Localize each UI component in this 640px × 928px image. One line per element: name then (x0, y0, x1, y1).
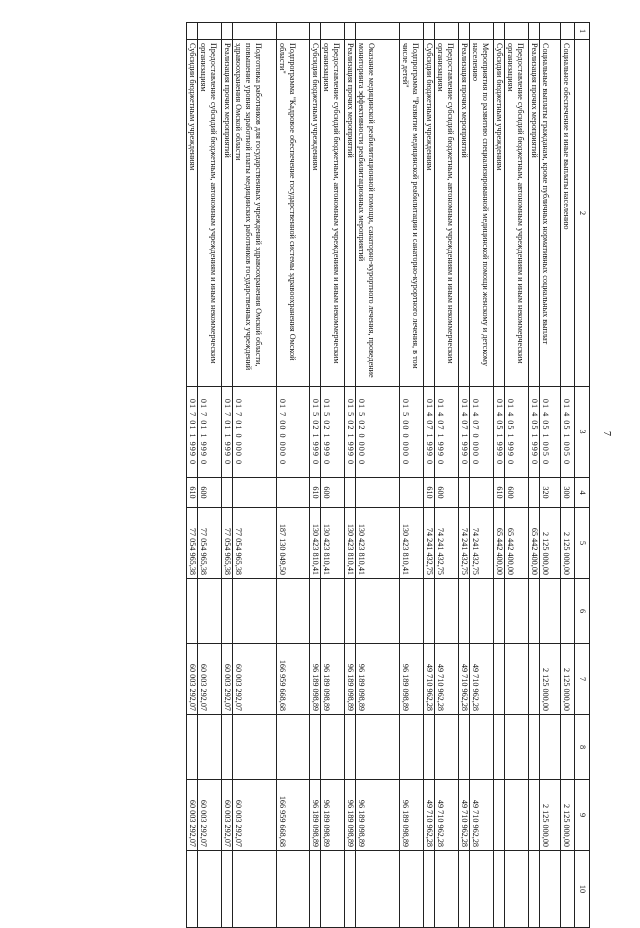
kvr-cell (345, 478, 356, 508)
value-col9-cell: 96 189 098,89 (356, 780, 400, 851)
value-col7-cell: 96 189 098,89 (321, 644, 345, 715)
row-number-cell (277, 23, 310, 40)
value-col9-cell (529, 780, 540, 851)
header-row (575, 23, 590, 928)
kvr-cell (277, 478, 310, 508)
code-cell: 01 4 07 1 999 0 (435, 387, 459, 478)
value-col6-cell (321, 579, 345, 644)
row-number-cell (233, 23, 277, 40)
value-col5-cell: 74 241 432,75 (424, 508, 435, 579)
value-col6-cell (561, 579, 575, 644)
value-col6-cell (459, 579, 470, 644)
kvr-cell (459, 478, 470, 508)
kvr-cell (233, 478, 277, 508)
value-col5-cell: 77 054 965,38 (233, 508, 277, 579)
name-cell: Субсидии бюджетным учреждениям (187, 40, 198, 387)
value-col10-cell (470, 851, 494, 928)
value-col7-cell: 2 125 000,00 (561, 644, 575, 715)
value-col8-cell (222, 715, 233, 780)
value-col5-cell: 77 054 965,38 (187, 508, 198, 579)
value-col6-cell (470, 579, 494, 644)
row-number-cell (222, 23, 233, 40)
row-number-cell (561, 23, 575, 40)
row-number-cell (529, 23, 540, 40)
name-cell: Подпрограмма "Развитие медицинской реабилитации и санаторно-курортного лечения, в том числе детей" (400, 40, 424, 387)
kvr-cell: 610 (187, 478, 198, 508)
code-cell: 01 7 00 0 000 0 (277, 387, 310, 478)
kvr-cell (529, 478, 540, 508)
table-row (400, 23, 424, 928)
value-col8-cell (187, 715, 198, 780)
value-col7-cell: 96 189 098,89 (310, 644, 321, 715)
value-col8-cell (400, 715, 424, 780)
value-col5-cell: 65 442 400,00 (529, 508, 540, 579)
table-row (494, 23, 505, 928)
code-cell: 01 5 02 1 999 0 (310, 387, 321, 478)
value-col6-cell (310, 579, 321, 644)
value-col9-cell: 60 003 292,07 (222, 780, 233, 851)
table-row (561, 23, 575, 928)
value-col6-cell (400, 579, 424, 644)
table-body (187, 23, 575, 928)
row-number-cell (321, 23, 345, 40)
value-col10-cell (435, 851, 459, 928)
value-col8-cell (459, 715, 470, 780)
header-cell: 7 (575, 644, 590, 715)
value-col7-cell: 60 003 292,07 (233, 644, 277, 715)
value-col6-cell (277, 579, 310, 644)
value-col6-cell (345, 579, 356, 644)
code-cell: 01 4 05 1 005 0 (561, 387, 575, 478)
value-col5-cell: 130 423 810,41 (400, 508, 424, 579)
row-number-cell (198, 23, 222, 40)
value-col9-cell: 49 710 962,28 (424, 780, 435, 851)
row-number-cell (505, 23, 529, 40)
name-cell: Мероприятия по развитию специализированной медицинской помощи женскому и детскому населению (470, 40, 494, 387)
value-col8-cell (310, 715, 321, 780)
value-col9-cell: 96 189 098,89 (310, 780, 321, 851)
kvr-cell: 300 (561, 478, 575, 508)
code-cell: 01 4 07 0 000 0 (470, 387, 494, 478)
page-number: 7 (601, 431, 612, 436)
kvr-cell (222, 478, 233, 508)
code-cell: 01 4 07 1 999 0 (424, 387, 435, 478)
value-col5-cell: 65 442 400,00 (505, 508, 529, 579)
header-cell: 4 (575, 478, 590, 508)
value-col10-cell (494, 851, 505, 928)
value-col7-cell: 96 189 098,89 (400, 644, 424, 715)
value-col5-cell: 130 423 810,41 (345, 508, 356, 579)
value-col10-cell (233, 851, 277, 928)
name-cell: Реализация прочих мероприятий (222, 40, 233, 387)
value-col5-cell: 130 423 810,41 (310, 508, 321, 579)
value-col8-cell (540, 715, 561, 780)
value-col6-cell (198, 579, 222, 644)
value-col5-cell: 65 442 400,00 (494, 508, 505, 579)
code-cell: 01 7 01 1 999 0 (222, 387, 233, 478)
value-col8-cell (494, 715, 505, 780)
value-col8-cell (505, 715, 529, 780)
value-col9-cell: 60 003 292,07 (187, 780, 198, 851)
value-col7-cell (505, 644, 529, 715)
name-cell: Подпрограмма "Кадровое обеспечение государственной системы здравоохранения Омской области" (277, 40, 310, 387)
value-col10-cell (345, 851, 356, 928)
table-row (459, 23, 470, 928)
table-row (187, 23, 198, 928)
code-cell: 01 7 01 0 000 0 (233, 387, 277, 478)
value-col5-cell: 74 241 432,75 (435, 508, 459, 579)
value-col8-cell (233, 715, 277, 780)
value-col5-cell: 77 054 965,38 (198, 508, 222, 579)
row-number-cell (187, 23, 198, 40)
name-cell: Социальное обеспечение и иные выплаты населению (561, 40, 575, 387)
value-col9-cell: 2 125 000,00 (561, 780, 575, 851)
name-cell: Предоставление субсидий бюджетным, автономным учреждениям и иным некоммерческим организациям (505, 40, 529, 387)
name-cell: Предоставление субсидий бюджетным, автономным учреждениям и иным некоммерческим организациям (198, 40, 222, 387)
value-col7-cell: 96 189 098,89 (345, 644, 356, 715)
value-col6-cell (233, 579, 277, 644)
name-cell: Субсидии бюджетным учреждениям (310, 40, 321, 387)
table-row (505, 23, 529, 928)
value-col9-cell: 96 189 098,89 (345, 780, 356, 851)
code-cell: 01 4 05 1 005 0 (540, 387, 561, 478)
code-cell: 01 4 05 1 999 0 (529, 387, 540, 478)
name-cell: Реализация прочих мероприятий (345, 40, 356, 387)
name-cell: Подготовка работников для государственных учреждений здравоохранения Омской области, повышение уровня заработной платы медицинских работников государственных учреждений здравоохранения Омской области (233, 40, 277, 387)
name-cell: Предоставление субсидий бюджетным, автономным учреждениям и иным некоммерческим организациям (435, 40, 459, 387)
value-col8-cell (561, 715, 575, 780)
header-cell: 1 (575, 23, 590, 40)
header-cell: 8 (575, 715, 590, 780)
value-col7-cell: 96 189 098,89 (356, 644, 400, 715)
kvr-cell: 610 (424, 478, 435, 508)
value-col7-cell: 166 959 668,68 (277, 644, 310, 715)
value-col8-cell (345, 715, 356, 780)
value-col6-cell (222, 579, 233, 644)
code-cell: 01 5 00 0 000 0 (400, 387, 424, 478)
value-col10-cell (561, 851, 575, 928)
name-cell: Предоставление субсидий бюджетным, автономным учреждениям и иным некоммерческим организациям (321, 40, 345, 387)
value-col6-cell (529, 579, 540, 644)
table-row (198, 23, 222, 928)
row-number-cell (494, 23, 505, 40)
value-col8-cell (321, 715, 345, 780)
value-col10-cell (459, 851, 470, 928)
value-col9-cell: 166 959 668,68 (277, 780, 310, 851)
kvr-cell (356, 478, 400, 508)
value-col8-cell (424, 715, 435, 780)
value-col6-cell (356, 579, 400, 644)
value-col7-cell: 60 003 292,07 (187, 644, 198, 715)
budget-table-rotated (40, 22, 590, 899)
code-cell: 01 7 01 1 999 0 (187, 387, 198, 478)
name-cell: Оказание медицинской реабилитационной помощи, санаторно-курортного лечения, проведение мониторинга эффективности реабилитационных мероприятий (356, 40, 400, 387)
row-number-cell (470, 23, 494, 40)
value-col9-cell: 49 710 962,28 (470, 780, 494, 851)
kvr-cell (470, 478, 494, 508)
row-number-cell (400, 23, 424, 40)
value-col9-cell: 96 189 098,89 (321, 780, 345, 851)
value-col10-cell (505, 851, 529, 928)
name-cell: Субсидии бюджетным учреждениям (424, 40, 435, 387)
code-cell: 01 4 07 1 999 0 (459, 387, 470, 478)
value-col5-cell: 130 423 810,41 (321, 508, 345, 579)
row-number-cell (345, 23, 356, 40)
value-col10-cell (356, 851, 400, 928)
row-number-cell (540, 23, 561, 40)
value-col9-cell: 49 710 962,28 (435, 780, 459, 851)
value-col10-cell (277, 851, 310, 928)
header-cell: 3 (575, 387, 590, 478)
value-col10-cell (187, 851, 198, 928)
code-cell: 01 4 05 1 999 0 (494, 387, 505, 478)
value-col9-cell (494, 780, 505, 851)
value-col7-cell (494, 644, 505, 715)
budget-table (186, 22, 590, 928)
row-number-cell (435, 23, 459, 40)
value-col9-cell: 96 189 098,89 (400, 780, 424, 851)
kvr-cell (400, 478, 424, 508)
value-col6-cell (187, 579, 198, 644)
table-row (277, 23, 310, 928)
code-cell: 01 7 01 1 999 0 (198, 387, 222, 478)
value-col5-cell: 130 423 810,41 (356, 508, 400, 579)
value-col8-cell (529, 715, 540, 780)
table-row (222, 23, 233, 928)
value-col5-cell: 77 054 965,38 (222, 508, 233, 579)
value-col8-cell (277, 715, 310, 780)
value-col7-cell: 49 710 962,28 (459, 644, 470, 715)
value-col8-cell (198, 715, 222, 780)
value-col6-cell (540, 579, 561, 644)
value-col10-cell (321, 851, 345, 928)
header-cell: 2 (575, 40, 590, 387)
value-col9-cell (505, 780, 529, 851)
value-col8-cell (356, 715, 400, 780)
value-col9-cell: 49 710 962,28 (459, 780, 470, 851)
header-cell: 9 (575, 780, 590, 851)
value-col9-cell: 60 003 292,07 (233, 780, 277, 851)
code-cell: 01 5 02 0 000 0 (356, 387, 400, 478)
name-cell: Субсидии бюджетным учреждениям (494, 40, 505, 387)
value-col5-cell: 187 130 049,50 (277, 508, 310, 579)
name-cell: Реализация прочих мероприятий (459, 40, 470, 387)
table-row (356, 23, 400, 928)
table-row (424, 23, 435, 928)
name-cell: Социальные выплаты гражданам, кроме публичных нормативных социальных выплат (540, 40, 561, 387)
table-row (345, 23, 356, 928)
kvr-cell: 320 (540, 478, 561, 508)
value-col6-cell (435, 579, 459, 644)
header-cell: 5 (575, 508, 590, 579)
value-col7-cell (529, 644, 540, 715)
value-col6-cell (505, 579, 529, 644)
value-col7-cell: 60 003 292,07 (198, 644, 222, 715)
header-cell: 10 (575, 851, 590, 928)
row-number-cell (424, 23, 435, 40)
row-number-cell (310, 23, 321, 40)
table-row (540, 23, 561, 928)
value-col10-cell (222, 851, 233, 928)
code-cell: 01 5 02 1 999 0 (345, 387, 356, 478)
value-col6-cell (424, 579, 435, 644)
code-cell: 01 4 05 1 999 0 (505, 387, 529, 478)
value-col10-cell (198, 851, 222, 928)
name-cell: Реализация прочих мероприятий (529, 40, 540, 387)
value-col7-cell: 49 710 962,28 (424, 644, 435, 715)
value-col8-cell (470, 715, 494, 780)
kvr-cell: 610 (310, 478, 321, 508)
value-col10-cell (310, 851, 321, 928)
kvr-cell: 600 (435, 478, 459, 508)
value-col10-cell (400, 851, 424, 928)
value-col10-cell (424, 851, 435, 928)
value-col10-cell (540, 851, 561, 928)
value-col5-cell: 74 241 432,75 (459, 508, 470, 579)
value-col7-cell: 49 710 962,28 (470, 644, 494, 715)
table-row (470, 23, 494, 928)
value-col6-cell (494, 579, 505, 644)
value-col5-cell: 2 125 000,00 (561, 508, 575, 579)
row-number-cell (356, 23, 400, 40)
value-col10-cell (529, 851, 540, 928)
kvr-cell: 600 (321, 478, 345, 508)
value-col9-cell: 60 003 292,07 (198, 780, 222, 851)
value-col7-cell: 49 710 962,28 (435, 644, 459, 715)
kvr-cell: 600 (505, 478, 529, 508)
kvr-cell: 610 (494, 478, 505, 508)
table-row (310, 23, 321, 928)
value-col9-cell: 2 125 000,00 (540, 780, 561, 851)
table-row (233, 23, 277, 928)
value-col5-cell: 2 125 000,00 (540, 508, 561, 579)
value-col7-cell: 60 003 292,07 (222, 644, 233, 715)
table-row (321, 23, 345, 928)
value-col8-cell (435, 715, 459, 780)
table-row (435, 23, 459, 928)
code-cell: 01 5 02 1 999 0 (321, 387, 345, 478)
row-number-cell (459, 23, 470, 40)
value-col5-cell: 74 241 432,75 (470, 508, 494, 579)
kvr-cell: 600 (198, 478, 222, 508)
header-cell: 6 (575, 579, 590, 644)
value-col7-cell: 2 125 000,00 (540, 644, 561, 715)
table-row (529, 23, 540, 928)
